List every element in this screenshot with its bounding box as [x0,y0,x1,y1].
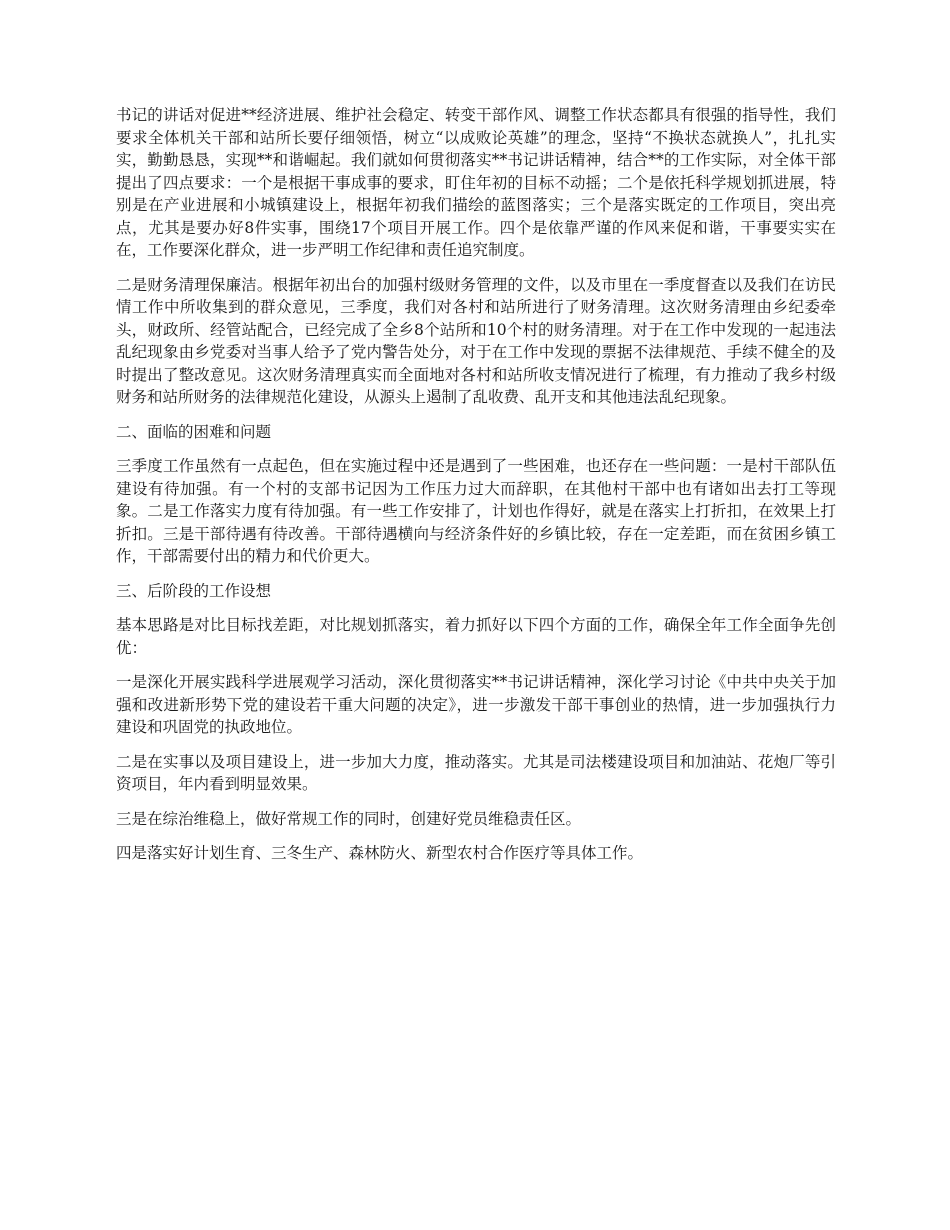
paragraph-difficulties: 三季度工作虽然有一点起色，但在实施过程中还是遇到了一些困难，也还存在一些问题：一是村干部队伍建设有待加强。有一个村的支部书记因为工作压力过大而辞职，在其他村干部中也有诸如出去打工等现象。二是工作落实力度有待加强。有一些工作安排了，计划也作得好，就是在落实上打折扣，在效果上打折扣。三是干部待遇有待改善。干部待遇横向与经济条件好的乡镇比较，存在一定差距，而在贫困乡镇工作，干部需要付出的精力和代价更大。 [116,457,836,565]
paragraph-plan-three: 三是在综治维稳上，做好常规工作的同时，创建好党员维稳责任区。 [116,809,582,828]
paragraph-plan-four: 四是落实好计划生育、三冬生产、森林防火、新型农村合作医疗等具体工作。 [116,844,644,862]
paragraph-financial-cleanup: 二是财务清理保廉洁。根据年初出台的加强村级财务管理的文件，以及市里在一季度督查以及我们在访民情工作中所收集到的群众意见，三季度，我们对各村和站所进行了财务清理。这次财务清理由乡纪委牵头，财政所、经管站配合，已经完成了全乡8个站所和10个村的财务清理。对于在工作中发现的一起违法乱纪现象由乡党委对当事人给予了党内警告处分，对于在工作中发现的票据不法律规范、手续不健全的及时提出了整改意见。这次财务清理真实而全面地对各村和站所收支情况进行了梳理，有力推动了我乡村级财务和站所财务的法律规范化建设，从源头上遏制了乱收费、乱开支和其他违法乱纪现象。 [116,275,836,406]
paragraph-plan-one: 一是深化开展实践科学进展观学习活动，深化贯彻落实**书记讲话精神，深化学习讨论《中共中央关于加强和改进新形势下党的建设若干重大问题的决定》，进一步激发干部干事创业的热情，进一步加强执行力建设和巩固党的执政地位。 [116,673,836,736]
paragraph-speech-summary: 书记的讲话对促进**经济进展、维护社会稳定、转变干部作风、调整工作状态都具有很强的指导性，我们要求全体机关干部和站所长要仔细领悟，树立“以成败论英雄”的理念，坚持“不换状态就换人”，扎扎实实，勤勤恳恳，实现**和谐崛起。我们就如何贯彻落实**书记讲话精神，结合**的工作实际，对全体干部提出了四点要求：一个是根据干事成事的要求，盯住年初的目标不动摇；二个是依托科学规划抓进展，特别是在产业进展和小城镇建设上，根据年初我们描绘的蓝图落实；三个是落实既定的工作项目，突出亮点，尤其是要办好8件实事，围绕17个项目开展工作。四个是依靠严谨的作风来促和谐，干事要实实在在，工作要深化群众，进一步严明工作纪律和责任追究制度。 [116,106,836,259]
section-heading-plans: 三、后阶段的工作设想 [116,581,272,600]
document-body [116,104,836,877]
section-heading-difficulties: 二、面临的困难和问题 [116,422,272,441]
paragraph-basic-approach: 基本思路是对比目标找差距，对比规划抓落实，着力抓好以下四个方面的工作，确保全年工作全面争先创优： [116,616,836,657]
paragraph-plan-two: 二是在实事以及项目建设上，进一步加大力度，推动落实。尤其是司法楼建设项目和加油站、花炮厂等引资项目，年内看到明显效果。 [116,752,836,793]
